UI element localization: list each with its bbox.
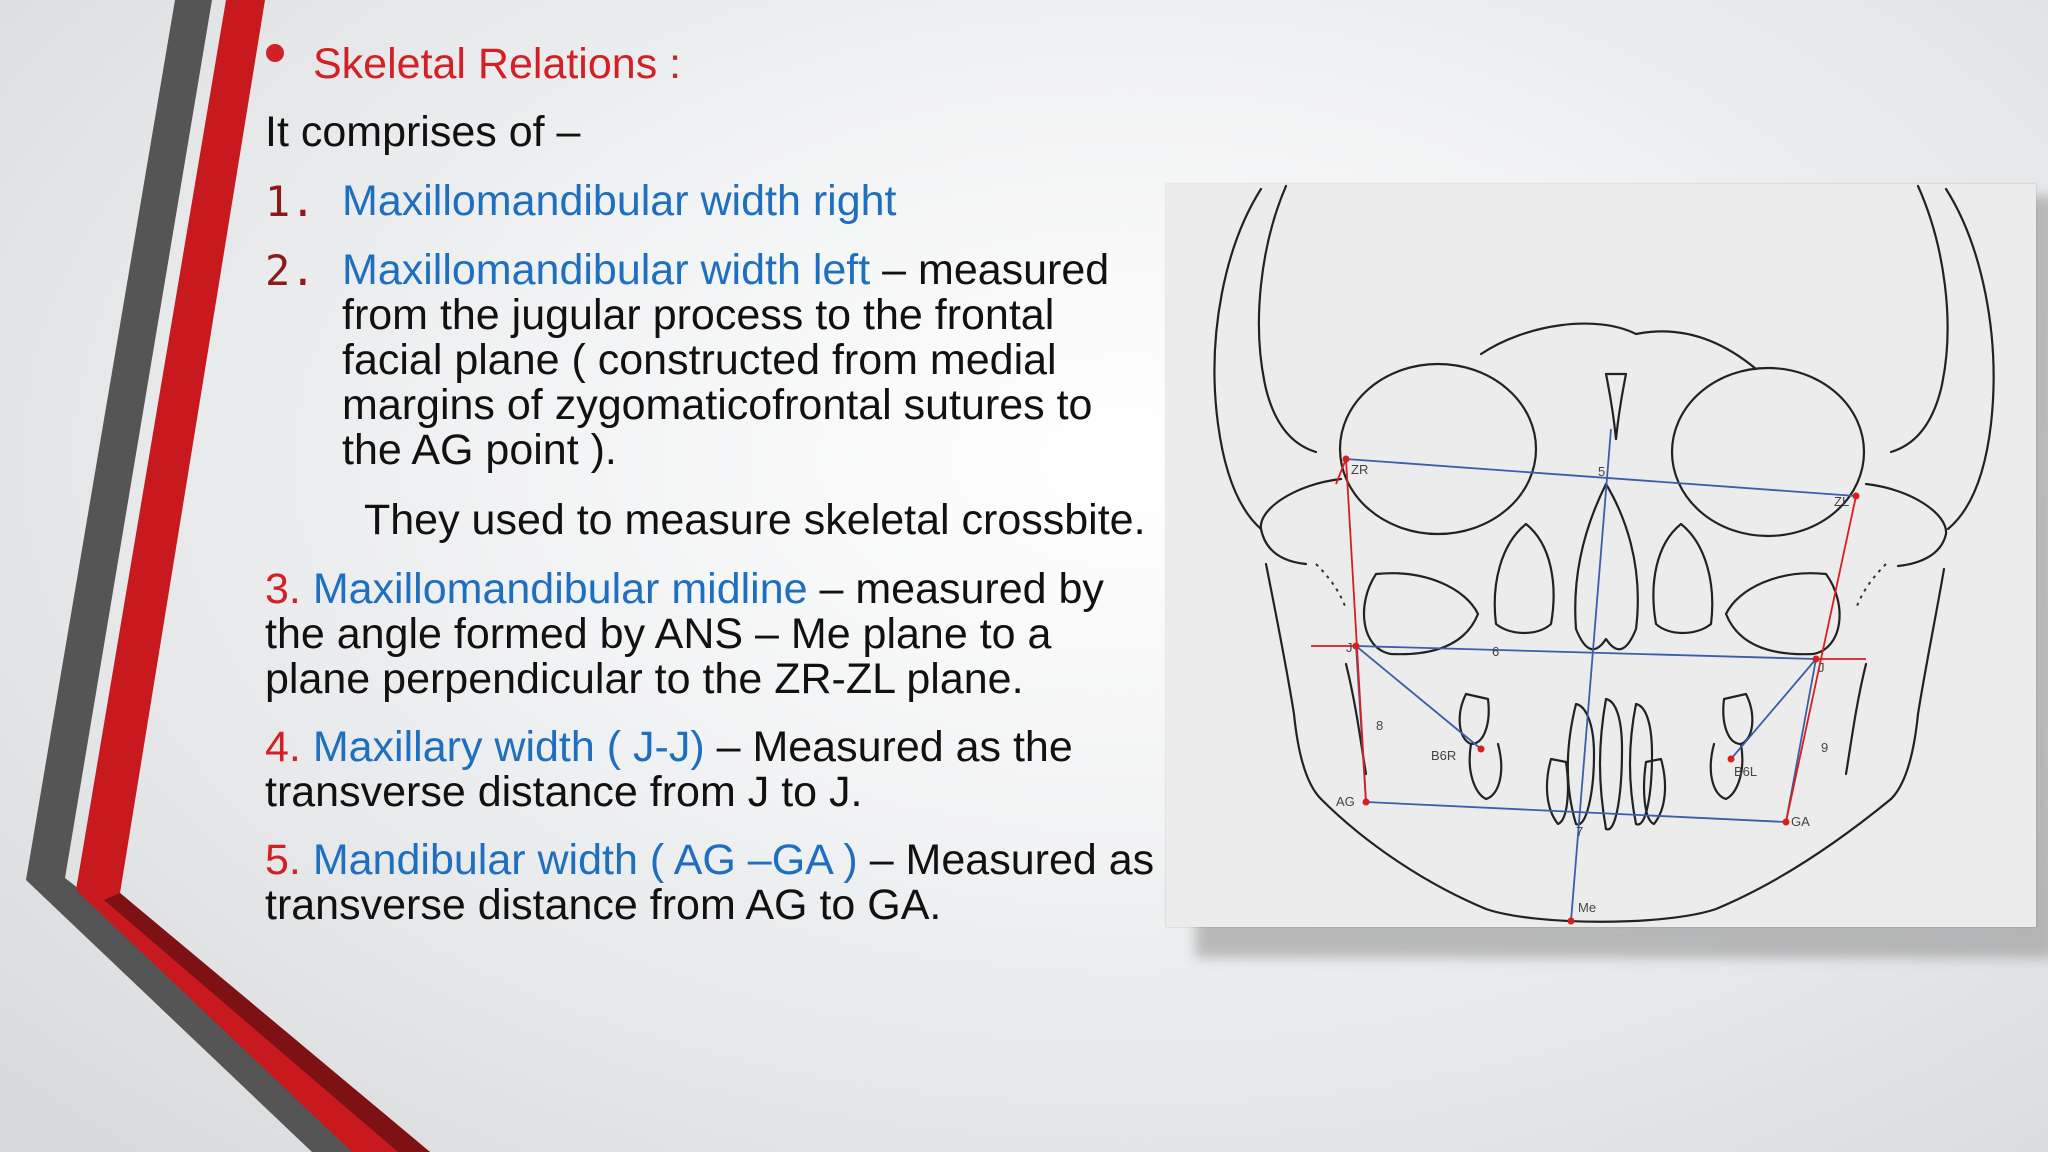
canine-left bbox=[1644, 759, 1665, 824]
right-concha bbox=[1495, 524, 1554, 633]
item-text-2: – measured from the jugular process to the frontal facial plane ( constructed from medial margins of zygomaticofrontal sutures to the AG point ). bbox=[342, 246, 1110, 474]
dark-red-band-shape bbox=[104, 893, 430, 1152]
item-number-3: 3. bbox=[265, 565, 301, 613]
label-zl: ZL bbox=[1834, 494, 1850, 509]
right-orbit bbox=[1340, 364, 1536, 534]
intro-text: It comprises of – bbox=[265, 108, 581, 156]
cranium-left-inner bbox=[1259, 186, 1316, 452]
crista-galli bbox=[1606, 374, 1626, 439]
incisor-3 bbox=[1630, 704, 1652, 824]
left-molar-upper bbox=[1723, 694, 1752, 744]
item-title-1: Maxillomandibular width right bbox=[342, 177, 897, 225]
item-text-5: – Measured as transverse distance from AG to GA. bbox=[265, 836, 1155, 929]
label-b6l: B6L bbox=[1734, 764, 1758, 779]
cranium-right-inner bbox=[1891, 186, 1948, 452]
zr-point bbox=[1343, 456, 1350, 463]
item-title-5: Mandibular width ( AG –GA ) bbox=[312, 836, 858, 884]
bullet-dot bbox=[266, 44, 284, 62]
left-coronoid bbox=[1846, 664, 1866, 774]
item-text-4: – Measured as the transverse distance from J to J. bbox=[265, 723, 1073, 816]
label-zr: ZR bbox=[1351, 462, 1369, 477]
b6r-point bbox=[1478, 746, 1485, 753]
item-number-1: 1. bbox=[265, 177, 316, 226]
label-ga: GA bbox=[1791, 814, 1810, 829]
item-number-4: 4. bbox=[265, 723, 301, 771]
left-concha bbox=[1653, 524, 1712, 633]
right-molar-lower bbox=[1470, 744, 1502, 799]
label-b6r: B6R bbox=[1431, 748, 1457, 763]
item-number-5: 5. bbox=[265, 836, 301, 884]
item-3-paragraph bbox=[265, 567, 1155, 702]
label-6: 6 bbox=[1492, 644, 1500, 659]
j-right-point bbox=[1353, 643, 1360, 650]
cranium-left-outline bbox=[1215, 189, 1261, 529]
heading: Skeletal Relations : bbox=[313, 40, 682, 88]
right-sinus bbox=[1364, 573, 1478, 654]
label-8: 8 bbox=[1376, 718, 1384, 733]
cranium-right-outline bbox=[1946, 189, 1994, 529]
b6r-line bbox=[1356, 646, 1481, 749]
zygomatic-left bbox=[1866, 484, 1946, 566]
zygomatic-right bbox=[1261, 479, 1341, 564]
skull-tracing-drawing bbox=[1166, 184, 2036, 927]
midline bbox=[1571, 429, 1611, 921]
cephalometric-figure bbox=[1166, 184, 2036, 927]
label-j-left: J bbox=[1818, 660, 1825, 675]
label-me: Me bbox=[1578, 900, 1597, 915]
ga-point bbox=[1783, 819, 1790, 826]
left-orbit bbox=[1672, 368, 1864, 536]
item-4-paragraph bbox=[265, 725, 1155, 815]
me-point bbox=[1568, 918, 1575, 925]
left-ramus bbox=[1891, 569, 1944, 799]
item-title-4: Maxillary width ( J-J) bbox=[312, 723, 705, 771]
item-text-3: – measured by the angle formed by ANS – Me plane to a plane perpendicular to the ZR-ZL plane. bbox=[265, 565, 1104, 703]
item-title-3: Maxillomandibular midline bbox=[312, 565, 808, 613]
left-suture-dotted bbox=[1856, 564, 1886, 609]
label-5: 5 bbox=[1598, 464, 1606, 479]
right-molar-upper bbox=[1460, 694, 1489, 744]
item-2-paragraph bbox=[342, 248, 1142, 473]
frontal-outline bbox=[1481, 324, 1756, 369]
zr-ag-red-line bbox=[1346, 459, 1369, 802]
ag-ga-line bbox=[1366, 802, 1786, 822]
right-ramus bbox=[1266, 564, 1321, 799]
right-suture-dotted bbox=[1316, 564, 1346, 609]
canine-right bbox=[1547, 759, 1568, 824]
incisor-2 bbox=[1600, 699, 1622, 829]
note-text: They used to measure skeletal crossbite. bbox=[364, 496, 1146, 544]
item-5-paragraph bbox=[265, 838, 1155, 928]
zl-point bbox=[1853, 493, 1860, 500]
item-number-2: 2. bbox=[265, 246, 316, 295]
item-title-2: Maxillomandibular width left bbox=[342, 246, 871, 294]
left-sinus bbox=[1726, 573, 1840, 654]
label-ag: AG bbox=[1336, 794, 1355, 809]
label-j-right: J bbox=[1346, 640, 1353, 655]
label-7: 7 bbox=[1576, 824, 1584, 839]
nasal-cavity bbox=[1575, 484, 1638, 649]
label-9: 9 bbox=[1821, 740, 1829, 755]
ag-point bbox=[1363, 799, 1370, 806]
b6l-point bbox=[1728, 756, 1735, 763]
